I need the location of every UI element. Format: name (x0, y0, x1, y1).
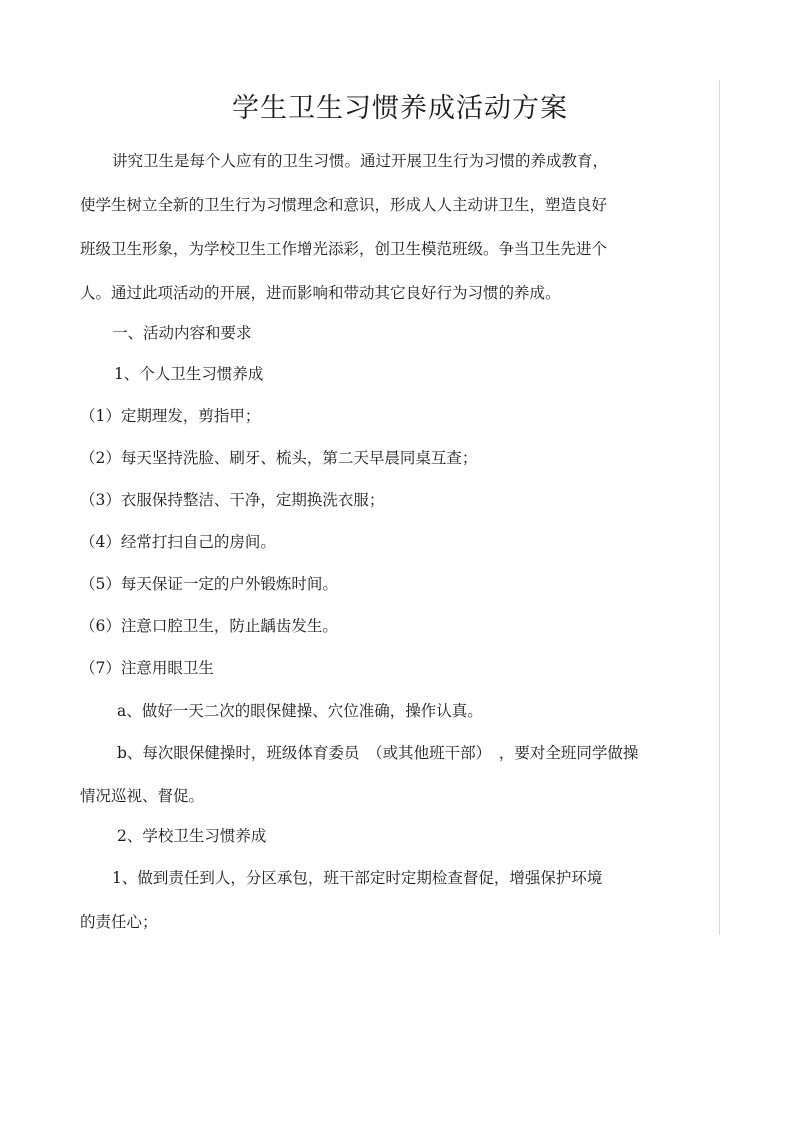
personal-item-6: （6）注意口腔卫生，防止龋齿发生。 (80, 617, 338, 635)
personal-item-2: （2）每天坚持洗脸、刷牙、梳头，第二天早晨同桌互查； (80, 449, 478, 467)
personal-item-1: （1）定期理发，剪指甲； (80, 407, 261, 425)
intro-line-4: 人。通过此项活动的开展，进而影响和带动其它良好行为习惯的养成。 (80, 284, 561, 302)
personal-item-3: （3）衣服保持整洁、干净，定期换洗衣服； (80, 491, 385, 509)
subsection-heading-personal-hygiene: 1、个人卫生习惯养成 (114, 365, 264, 383)
eye-item-a: a、做好一天二次的眼保健操、穴位准确，操作认真。 (117, 702, 483, 720)
personal-item-4: （4）经常打扫自己的房间。 (80, 533, 276, 551)
intro-line-2: 使学生树立全新的卫生行为习惯理念和意识，形成人人主动讲卫生，塑造良好 (80, 196, 608, 214)
subsection-heading-school-hygiene: 2、学校卫生习惯养成 (117, 827, 267, 845)
intro-line-3: 班级卫生形象，为学校卫生工作增光添彩，创卫生模范班级。争当卫生先进个 (80, 240, 608, 258)
school-item-1-line-2: 的责任心； (80, 913, 158, 931)
page-edge-rule (719, 80, 720, 935)
personal-item-5: （5）每天保证一定的户外锻炼时间。 (80, 575, 338, 593)
eye-item-b-line-2: 情况巡视、督促。 (80, 787, 205, 805)
personal-item-7: （7）注意用眼卫生 (80, 659, 214, 677)
eye-item-b-line-1: b、每次眼保健操时，班级体育委员 （或其他班干部） ，要对全班同学做操 (117, 744, 639, 762)
intro-line-1: 讲究卫生是每个人应有的卫生习惯。通过开展卫生行为习惯的养成教育， (112, 152, 609, 170)
document-title: 学生卫生习惯养成活动方案 (232, 93, 568, 124)
school-item-1-line-1: 1、做到责任到人，分区承包，班干部定时定期检查督促，增强保护环境 (112, 869, 603, 887)
section-heading-activity-content: 一、活动内容和要求 (112, 324, 252, 342)
